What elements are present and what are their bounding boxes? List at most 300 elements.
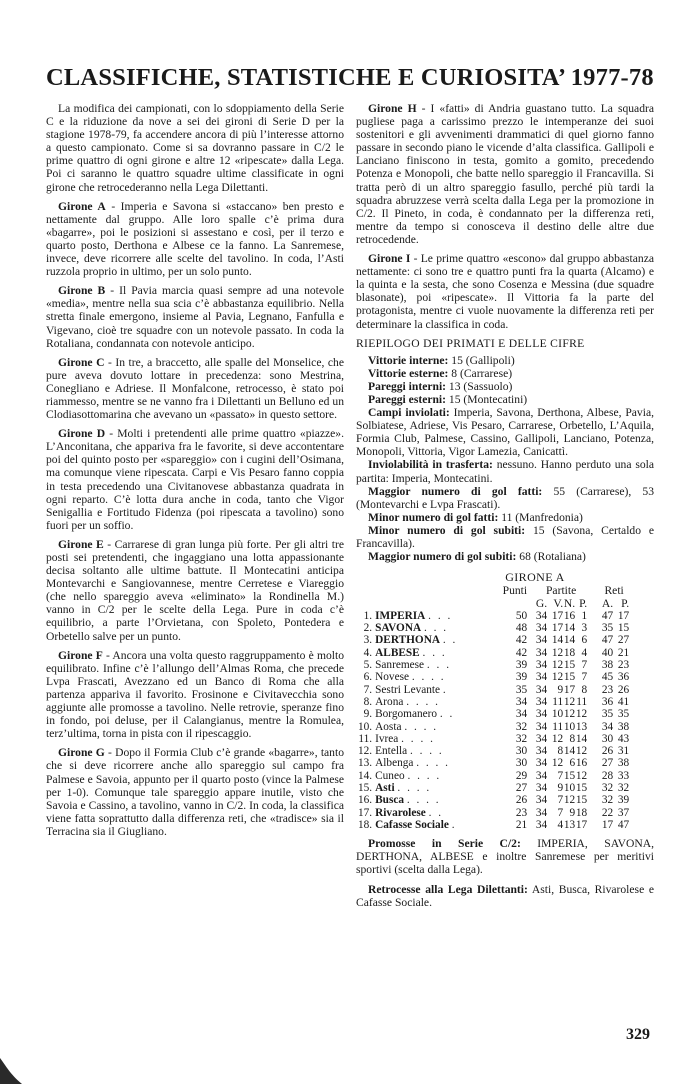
pts-cell: 39 bbox=[515, 659, 528, 672]
a-cell: 36 bbox=[601, 695, 614, 708]
a-cell: 45 bbox=[601, 671, 614, 684]
pos-cell: 8. bbox=[363, 695, 373, 708]
girone-h-paragraph bbox=[356, 102, 654, 246]
team-name: Sanremese bbox=[375, 659, 425, 672]
girone-b-head: Girone B bbox=[58, 284, 106, 298]
leader-dots: . . . bbox=[428, 609, 453, 622]
p-cell: 4 bbox=[581, 646, 588, 659]
standings-row bbox=[358, 819, 629, 831]
team-cell bbox=[375, 671, 493, 683]
n-cell: 17 bbox=[563, 683, 576, 696]
leader-dots: . . bbox=[442, 634, 458, 647]
header-col: G. bbox=[535, 596, 548, 610]
a-cell: 22 bbox=[601, 806, 614, 819]
team-name: Arona bbox=[375, 695, 404, 708]
pp-cell: 41 bbox=[617, 695, 630, 708]
standings-row bbox=[358, 622, 629, 634]
a-cell: 32 bbox=[601, 794, 614, 807]
pp-cell: 17 bbox=[617, 609, 630, 622]
girone-g-text: - Dopo il Formia Club c’è grande «bagarre», tanto che si deve ricorrere anche allo spareggio sul campo fra Palmese e Savoia, appunto per il quarto posto (vince la Palmese per 1-0). Comunque tale spareggio appare inutile, visto che Savoia e Cassino, a tavolino, vanno in C/2. In coda, la classifica viene fatta soprattutto dalla differenza reti, che «tradisce» sia il Terracina sia il Giugliano. bbox=[46, 746, 344, 838]
pos-cell: 13. bbox=[358, 757, 373, 770]
team-name: Cuneo bbox=[375, 769, 405, 782]
v-cell: 12 bbox=[551, 732, 564, 745]
girone-d-head: Girone D bbox=[58, 427, 106, 441]
v-cell: 14 bbox=[551, 634, 564, 647]
team-cell bbox=[375, 757, 493, 769]
g-cell: 34 bbox=[535, 634, 548, 647]
g-cell: 34 bbox=[535, 708, 548, 721]
team-name: Borgomanero bbox=[375, 708, 438, 721]
girone-a-head: Girone A bbox=[58, 199, 106, 213]
team-cell bbox=[375, 696, 493, 708]
team-name: Ivrea bbox=[375, 732, 399, 745]
pos-cell: 12. bbox=[358, 745, 373, 758]
pts-cell: 34 bbox=[515, 708, 528, 721]
leader-dots: . . . . bbox=[406, 695, 440, 708]
g-cell: 34 bbox=[535, 818, 548, 831]
girone-b-text: - Il Pavia marcia quasi sempre ad una notevole «media», mentre nella sua scia c’è abbastanza equilibrio. Nella stretta finale emergono, insieme al Pavia, Legnano, Fanfulla e Vigevano, cioè tre squadre con un notevole passato. In coda la Rotaliana, condannata con notevole anticipo. bbox=[46, 284, 344, 350]
team-name: Cafasse Sociale bbox=[375, 818, 449, 831]
v-cell: 9 bbox=[557, 782, 564, 795]
n-cell: 12 bbox=[563, 695, 576, 708]
n-cell: 10 bbox=[563, 782, 576, 795]
team-cell bbox=[375, 647, 493, 659]
recap-item bbox=[356, 524, 654, 550]
pos-cell: 14. bbox=[358, 769, 373, 782]
girone-f-text: - Ancora una volta questo raggruppamento è molto equilibrato. Infine c’è l’allungo dell’Almas Roma, che precede Lvpa Frascati, Avezzano ed un Banco di Roma che alla partenza appariva il favorito. Frosinone e Civitavecchia sono aggiunte alle promosse a tavolino. Nelle retrovie, speranze fino in fondo, poi deluse, per il Calangianus, mentre la Romulea, terz’ultima, torna in pista con il ripescaggio. bbox=[46, 648, 345, 741]
recap-label: Pareggi interni: bbox=[368, 379, 447, 393]
standings-row bbox=[358, 634, 629, 646]
pts-cell: 32 bbox=[515, 732, 528, 745]
p-cell: 12 bbox=[575, 769, 588, 782]
team-name: Sestri Levante bbox=[375, 683, 441, 696]
girone-e-paragraph bbox=[46, 538, 344, 643]
v-cell: 8 bbox=[557, 745, 564, 758]
team-cell bbox=[375, 622, 493, 634]
leader-dots: . . . bbox=[422, 646, 447, 659]
recap-title: RIEPILOGO DEI PRIMATI E DELLE CIFRE bbox=[356, 336, 585, 350]
a-cell: 35 bbox=[601, 708, 614, 721]
pts-cell: 26 bbox=[515, 794, 528, 807]
n-cell: 15 bbox=[563, 671, 576, 684]
girone-f-head: Girone F bbox=[58, 648, 103, 662]
v-cell: 12 bbox=[551, 659, 564, 672]
team-name: Novese bbox=[375, 671, 410, 684]
leader-dots: . . bbox=[439, 708, 455, 721]
header-col: P. bbox=[579, 596, 588, 610]
recap-value: 13 (Sassuolo) bbox=[446, 379, 513, 393]
n-cell: 13 bbox=[563, 818, 576, 831]
p-cell: 1 bbox=[581, 609, 588, 622]
team-cell bbox=[375, 807, 493, 819]
a-cell: 32 bbox=[601, 782, 614, 795]
recap-value: 15 (Montecatini) bbox=[446, 392, 528, 406]
recap-item bbox=[356, 393, 654, 406]
g-cell: 34 bbox=[535, 745, 548, 758]
pts-cell: 27 bbox=[515, 782, 528, 795]
pos-cell: 17. bbox=[358, 806, 373, 819]
recap-value: 15 (Savona, Certaldo e Francavilla). bbox=[356, 523, 654, 550]
g-cell: 34 bbox=[535, 622, 548, 635]
pp-cell: 15 bbox=[617, 622, 630, 635]
team-name: IMPERIA bbox=[375, 609, 426, 622]
retrocesse-text: Asti, Busca, Rivarolese e Cafasse Sociale. bbox=[356, 882, 654, 909]
n-cell: 10 bbox=[563, 720, 576, 733]
v-cell: 10 bbox=[551, 708, 564, 721]
girone-c-text: - In tre, a braccetto, alle spalle del Monselice, che pure aveva dovuto lottare in precedenza: sono Mestrina, Conegliano e Adriese. Il Monfalcone, retrocesso, è stato poi riammesso, mentre se ne vanno fra i Dilettanti un Belluno ed un Clodiasottomarina che avevano un «passato» in questo settore. bbox=[46, 355, 344, 422]
g-cell: 34 bbox=[535, 609, 548, 622]
recap-item bbox=[356, 367, 654, 380]
girone-i-paragraph bbox=[356, 252, 654, 331]
standings-row bbox=[358, 647, 629, 659]
team-name: ALBESE bbox=[375, 646, 420, 659]
recap-label: Maggior numero di gol fatti: bbox=[368, 484, 543, 498]
standings-row bbox=[358, 782, 629, 794]
retrocesse-paragraph bbox=[356, 883, 654, 909]
girone-g-paragraph bbox=[46, 746, 344, 838]
a-cell: 30 bbox=[601, 732, 614, 745]
pts-cell: 48 bbox=[515, 622, 528, 635]
recap-item bbox=[356, 485, 654, 511]
pts-cell: 29 bbox=[515, 769, 528, 782]
pos-cell: 16. bbox=[358, 794, 373, 807]
v-cell: 11 bbox=[552, 695, 564, 708]
girone-i-head: Girone I bbox=[368, 252, 411, 266]
a-cell: 47 bbox=[601, 634, 614, 647]
team-cell bbox=[375, 733, 493, 745]
g-cell: 34 bbox=[535, 806, 548, 819]
header-col: V. bbox=[553, 596, 564, 610]
standings-row bbox=[358, 671, 629, 683]
pos-cell: 18. bbox=[358, 818, 373, 831]
team-name: Aosta bbox=[375, 720, 402, 733]
pp-cell: 27 bbox=[617, 634, 630, 647]
v-cell: 12 bbox=[551, 646, 564, 659]
girone-e-text: - Carrarese di gran lunga più forte. Per gli altri tre posti sei pretendenti, che ingaggiano una lotta appassionante decisa soltanto alle ultime battute. Il Montecatini anticipa Montevarchi e Sangiovannese, mentre Cerretese e Viareggio (che nello spareggio aveva «eliminato» la Rondinella M.) vanno in C/2 per le scelte della Lega. Pure in coda c’è equilibrio, a parte l’Orvietana, con Spoleto, Pontedera e Orbetello salve per un punto. bbox=[46, 537, 344, 643]
a-cell: 23 bbox=[601, 683, 614, 696]
pos-cell: 4. bbox=[363, 646, 373, 659]
team-cell bbox=[375, 659, 493, 671]
team-cell bbox=[375, 721, 493, 733]
recap-value: nessuno. Hanno perduto una sola partita: Imperia, Montecatini. bbox=[356, 458, 654, 485]
pts-cell: 34 bbox=[515, 695, 528, 708]
girone-d-text: - Molti i pretendenti alle prime quattro «piazze». L’Anconitana, che appariva fra le favorite, si deve accontentare poi del quinto posto per «spareggio» con i cugini dell’Osimana, ma comunque viene ripescata. Carpi e Vis Pesaro fanno coppia in testa precedendo una Civitanovese abbastanza quadrata in ogni reparto. C’è lotta dura anche in coda, tanto che Vigor Senigallia e Fortitudo Fidenza (poi ripescata a tavolino) sono fuori per un soffio. bbox=[46, 427, 344, 532]
girone-a-text: - Imperia e Savona si «staccano» ben presto e nettamente dal gruppo. Alle loro spalle c’è prima dura «bagarre», poi le posizioni si assestano e così, per il terzo e quarto posto, Derthona e Albese ce la fanno. La Sanremese, invece, deve ricorrere alle scelte del tavolino. In coda, l’Asti ruzzola proprio in ultimo, per un solo punto. bbox=[46, 199, 344, 279]
leader-dots: . . . . bbox=[406, 794, 441, 807]
pos-cell: 3. bbox=[363, 634, 373, 647]
team-cell bbox=[375, 782, 493, 794]
n-cell: 15 bbox=[563, 769, 576, 782]
recap-label: Campi inviolati: bbox=[368, 406, 450, 420]
recap-value: 68 (Rotaliana) bbox=[516, 550, 586, 564]
team-cell bbox=[375, 770, 493, 782]
g-cell: 34 bbox=[535, 782, 548, 795]
intro-paragraph: La modifica dei campionati, con lo sdoppiamento della Serie C e la riduzione da nove a sei dei gironi di Serie D per la stagione 1978-79, fa accendere ancora di più l’interesse attorno a questo campionato. Come si sa dovranno passare in C/2 le prime quattro di ogni girone e altre 12 «ripescate» dalla Lega. Poi ci saranno le quattro squadre ultime classificate in ogni girone che retrocederanno nella Lega Dilettanti. bbox=[46, 102, 344, 194]
recap-label: Vittorie interne: bbox=[368, 353, 449, 367]
n-cell: 14 bbox=[563, 745, 576, 758]
page-number: 329 bbox=[626, 1026, 650, 1043]
n-cell: 14 bbox=[563, 634, 576, 647]
leader-dots: . . . bbox=[426, 659, 452, 672]
team-name: Busca bbox=[375, 794, 405, 807]
pos-cell: 11. bbox=[358, 732, 373, 745]
standings-header-row-2 bbox=[358, 598, 629, 610]
leader-dots: . . . . bbox=[397, 782, 432, 795]
recap-value: 55 (Carrarese), 53 (Montevarchi e Lvpa Frascati). bbox=[356, 484, 654, 511]
v-cell: 4 bbox=[557, 818, 564, 831]
p-cell: 11 bbox=[576, 695, 588, 708]
p-cell: 17 bbox=[575, 818, 588, 831]
p-cell: 8 bbox=[581, 683, 588, 696]
leader-dots: . bbox=[442, 683, 448, 696]
recap-label: Pareggi esterni: bbox=[368, 392, 447, 406]
girone-h-text: - I «fatti» di Andria guastano tutto. La squadra pugliese paga a carissimo prezzo le intemperanze dei suoi sostenitori e gli avvenimenti drammatici di quel giorno fanno passare in secondo piano le vicende d’alta classifica. Gallipoli e Lanciano finiscono in testa, gomito a gomito, precedendo Potenza e Monopoli, che batte nello spareggio il Francavilla. Si tratta però di un altro spareggio fasullo, perché più tardi la squadra abruzzese verrà scelta dalla Lega per la promozione in C/2. Il Pineto, in coda, è condannato per la differenza reti, mentre da tempo si conosceva il destino delle altre due retrocedende. bbox=[356, 102, 655, 246]
pp-cell: 36 bbox=[617, 671, 630, 684]
girone-i-text: - Le prime quattro «escono» dal gruppo abbastanza nettamente: ci sono tre e quattro punti fra la quarta (Alcamo) e la quinta e la sesta, che sono Cosenza e Messina (due squadre blasonate), poi «ripescate». Il Vittoria fa la parte del protagonista, mentre ci vuole nuovamente la differenza reti per determinare la classifica in coda. bbox=[356, 252, 654, 331]
standings-row bbox=[358, 659, 629, 671]
g-cell: 34 bbox=[535, 794, 548, 807]
v-cell: 12 bbox=[551, 757, 564, 770]
header-col: A. bbox=[601, 596, 614, 610]
n-cell: 18 bbox=[563, 646, 576, 659]
p-cell: 16 bbox=[575, 757, 588, 770]
promosse-label: Promosse in Serie C/2: bbox=[368, 837, 521, 851]
pos-cell: 15. bbox=[358, 782, 373, 795]
leader-dots: . . bbox=[428, 806, 444, 819]
girone-c-paragraph bbox=[46, 356, 344, 421]
girone-g-head: Girone G bbox=[58, 746, 105, 760]
g-cell: 34 bbox=[535, 732, 548, 745]
standings-row bbox=[358, 684, 629, 696]
p-cell: 15 bbox=[575, 782, 588, 795]
n-cell: 9 bbox=[569, 806, 576, 819]
pp-cell: 37 bbox=[617, 806, 630, 819]
standings-header-row-1 bbox=[358, 585, 629, 597]
team-cell bbox=[375, 745, 493, 757]
v-cell: 11 bbox=[552, 720, 564, 733]
g-cell: 34 bbox=[535, 720, 548, 733]
v-cell: 7 bbox=[557, 806, 564, 819]
pp-cell: 26 bbox=[617, 683, 630, 696]
pts-cell: 32 bbox=[515, 720, 528, 733]
standings-row bbox=[358, 610, 629, 622]
team-name: DERTHONA bbox=[375, 634, 441, 647]
team-name: Asti bbox=[375, 782, 395, 795]
standings-title: GIRONE A bbox=[505, 570, 565, 585]
standings-row bbox=[358, 757, 629, 769]
a-cell: 34 bbox=[601, 720, 614, 733]
pp-cell: 32 bbox=[617, 782, 630, 795]
a-cell: 40 bbox=[601, 646, 614, 659]
recap-item bbox=[356, 406, 654, 458]
leader-dots: . bbox=[451, 818, 457, 831]
v-cell: 12 bbox=[551, 671, 564, 684]
p-cell: 12 bbox=[575, 708, 588, 721]
girone-e-head: Girone E bbox=[58, 537, 104, 551]
a-cell: 38 bbox=[601, 659, 614, 672]
retrocesse-label: Retrocesse alla Lega Dilettanti: bbox=[368, 882, 528, 896]
g-cell: 34 bbox=[535, 671, 548, 684]
team-cell bbox=[375, 610, 493, 622]
page-corner-shadow bbox=[0, 1058, 22, 1084]
girone-b-paragraph bbox=[46, 284, 344, 349]
n-cell: 14 bbox=[563, 622, 576, 635]
recap-item bbox=[356, 380, 654, 393]
pts-cell: 42 bbox=[515, 634, 528, 647]
pp-cell: 23 bbox=[617, 659, 630, 672]
standings-row bbox=[358, 733, 629, 745]
pos-cell: 1. bbox=[363, 609, 373, 622]
pos-cell: 7. bbox=[363, 683, 373, 696]
team-name: Entella bbox=[375, 745, 408, 758]
header-matches: Partite bbox=[545, 584, 577, 598]
pp-cell: 31 bbox=[617, 745, 630, 758]
girone-a-paragraph bbox=[46, 200, 344, 279]
pts-cell: 30 bbox=[515, 757, 528, 770]
g-cell: 34 bbox=[535, 695, 548, 708]
recap-item bbox=[356, 458, 654, 484]
recap-label: Minor numero di gol subiti: bbox=[368, 523, 526, 537]
leader-dots: . . . . bbox=[407, 769, 442, 782]
right-column bbox=[356, 102, 654, 915]
pp-cell: 33 bbox=[617, 769, 630, 782]
pts-cell: 35 bbox=[515, 683, 528, 696]
a-cell: 27 bbox=[601, 757, 614, 770]
pos-cell: 5. bbox=[363, 659, 373, 672]
team-name: Rivarolese bbox=[375, 806, 426, 819]
pts-cell: 23 bbox=[515, 806, 528, 819]
standings-row bbox=[358, 745, 629, 757]
pp-cell: 38 bbox=[617, 757, 630, 770]
standings-row bbox=[358, 794, 629, 806]
p-cell: 13 bbox=[575, 720, 588, 733]
pts-cell: 21 bbox=[515, 818, 528, 831]
pts-cell: 42 bbox=[515, 646, 528, 659]
g-cell: 34 bbox=[535, 683, 548, 696]
standings-row bbox=[358, 807, 629, 819]
p-cell: 12 bbox=[575, 745, 588, 758]
pos-cell: 9. bbox=[363, 708, 373, 721]
recap-value: 8 (Carrarese) bbox=[448, 366, 513, 380]
girone-d-paragraph bbox=[46, 427, 344, 532]
header-col: P. bbox=[621, 596, 630, 610]
pts-cell: 39 bbox=[515, 671, 528, 684]
left-column bbox=[46, 102, 344, 844]
girone-c-head: Girone C bbox=[58, 355, 105, 369]
n-cell: 12 bbox=[563, 708, 576, 721]
team-cell bbox=[375, 684, 493, 696]
leader-dots: . . . . bbox=[409, 745, 444, 758]
recap-item bbox=[356, 511, 654, 524]
recap-value: 15 (Gallipoli) bbox=[448, 353, 515, 367]
p-cell: 7 bbox=[581, 671, 588, 684]
standings-body bbox=[358, 610, 629, 831]
g-cell: 34 bbox=[535, 646, 548, 659]
recap-label: Maggior numero di gol subiti: bbox=[368, 550, 517, 564]
promosse-text: IMPERIA, SAVONA, DERTHONA, ALBESE e inoltre Sanremese per meritivi sportivi (scelta dalla Lega). bbox=[356, 837, 654, 877]
v-cell: 7 bbox=[557, 769, 564, 782]
leader-dots: . . . . bbox=[404, 720, 439, 733]
pos-cell: 10. bbox=[358, 720, 373, 733]
n-cell: 8 bbox=[569, 732, 576, 745]
leader-dots: . . . . bbox=[416, 757, 451, 770]
team-cell bbox=[375, 708, 493, 720]
team-name: SAVONA bbox=[375, 622, 422, 635]
standings-table bbox=[358, 585, 629, 831]
v-cell: 17 bbox=[551, 622, 564, 635]
pts-cell: 50 bbox=[515, 609, 528, 622]
p-cell: 6 bbox=[581, 634, 588, 647]
header-col: N. bbox=[563, 596, 576, 610]
standings-row bbox=[358, 708, 629, 720]
recap-label: Vittorie esterne: bbox=[368, 366, 449, 380]
header-goals: Reti bbox=[604, 584, 624, 598]
promosse-paragraph bbox=[356, 837, 654, 876]
pp-cell: 21 bbox=[617, 646, 630, 659]
p-cell: 18 bbox=[575, 806, 588, 819]
n-cell: 6 bbox=[569, 757, 576, 770]
a-cell: 28 bbox=[601, 769, 614, 782]
p-cell: 3 bbox=[581, 622, 588, 635]
n-cell: 15 bbox=[563, 659, 576, 672]
pp-cell: 39 bbox=[617, 794, 630, 807]
recap-label: Inviolabilità in trasferta: bbox=[368, 458, 493, 472]
girone-h-head: Girone H bbox=[368, 102, 417, 115]
pts-cell: 30 bbox=[515, 745, 528, 758]
p-cell: 7 bbox=[581, 659, 588, 672]
pp-cell: 47 bbox=[617, 818, 630, 831]
leader-dots: . . . . bbox=[401, 732, 435, 745]
g-cell: 34 bbox=[535, 757, 548, 770]
team-name: Albenga bbox=[375, 757, 414, 770]
a-cell: 17 bbox=[601, 818, 614, 831]
recap-value: 11 (Manfredonia) bbox=[498, 510, 583, 524]
standings-row bbox=[358, 770, 629, 782]
pos-cell: 6. bbox=[363, 671, 373, 684]
pos-cell: 2. bbox=[363, 622, 373, 635]
p-cell: 14 bbox=[575, 732, 588, 745]
team-cell bbox=[375, 819, 493, 831]
a-cell: 35 bbox=[601, 622, 614, 635]
g-cell: 34 bbox=[535, 769, 548, 782]
pp-cell: 43 bbox=[617, 732, 630, 745]
standings-row bbox=[358, 696, 629, 708]
page-title: CLASSIFICHE, STATISTICHE E CURIOSITA’ 1977-78 bbox=[46, 64, 654, 91]
recap-section bbox=[356, 337, 654, 564]
p-cell: 15 bbox=[575, 794, 588, 807]
g-cell: 34 bbox=[535, 659, 548, 672]
recap-value: Imperia, Savona, Derthona, Albese, Pavia, Solbiatese, Adriese, Vis Pesaro, Carrarese, Orbetello, L’Aquila, Formia Club, Palmese, Cassino, Gallipoli, Lanciano, Potenza, Monopoli, Vittoria, Vigor Lamezia, Canicattì. bbox=[356, 406, 654, 459]
recap-label: Minor numero di gol fatti: bbox=[368, 510, 499, 524]
recap-item bbox=[356, 354, 654, 367]
team-cell bbox=[375, 794, 493, 806]
n-cell: 16 bbox=[563, 609, 576, 622]
team-cell bbox=[375, 634, 493, 646]
v-cell: 7 bbox=[557, 794, 564, 807]
n-cell: 12 bbox=[563, 794, 576, 807]
pp-cell: 38 bbox=[617, 720, 630, 733]
leader-dots: . . . . bbox=[411, 671, 446, 684]
standings-row bbox=[358, 721, 629, 733]
v-cell: 17 bbox=[551, 609, 564, 622]
girone-f-paragraph bbox=[46, 649, 344, 741]
v-cell: 9 bbox=[557, 683, 564, 696]
recap-item bbox=[356, 550, 654, 563]
a-cell: 26 bbox=[601, 745, 614, 758]
a-cell: 47 bbox=[601, 609, 614, 622]
leader-dots: . . . bbox=[423, 622, 449, 635]
header-points: Punti bbox=[502, 584, 528, 598]
